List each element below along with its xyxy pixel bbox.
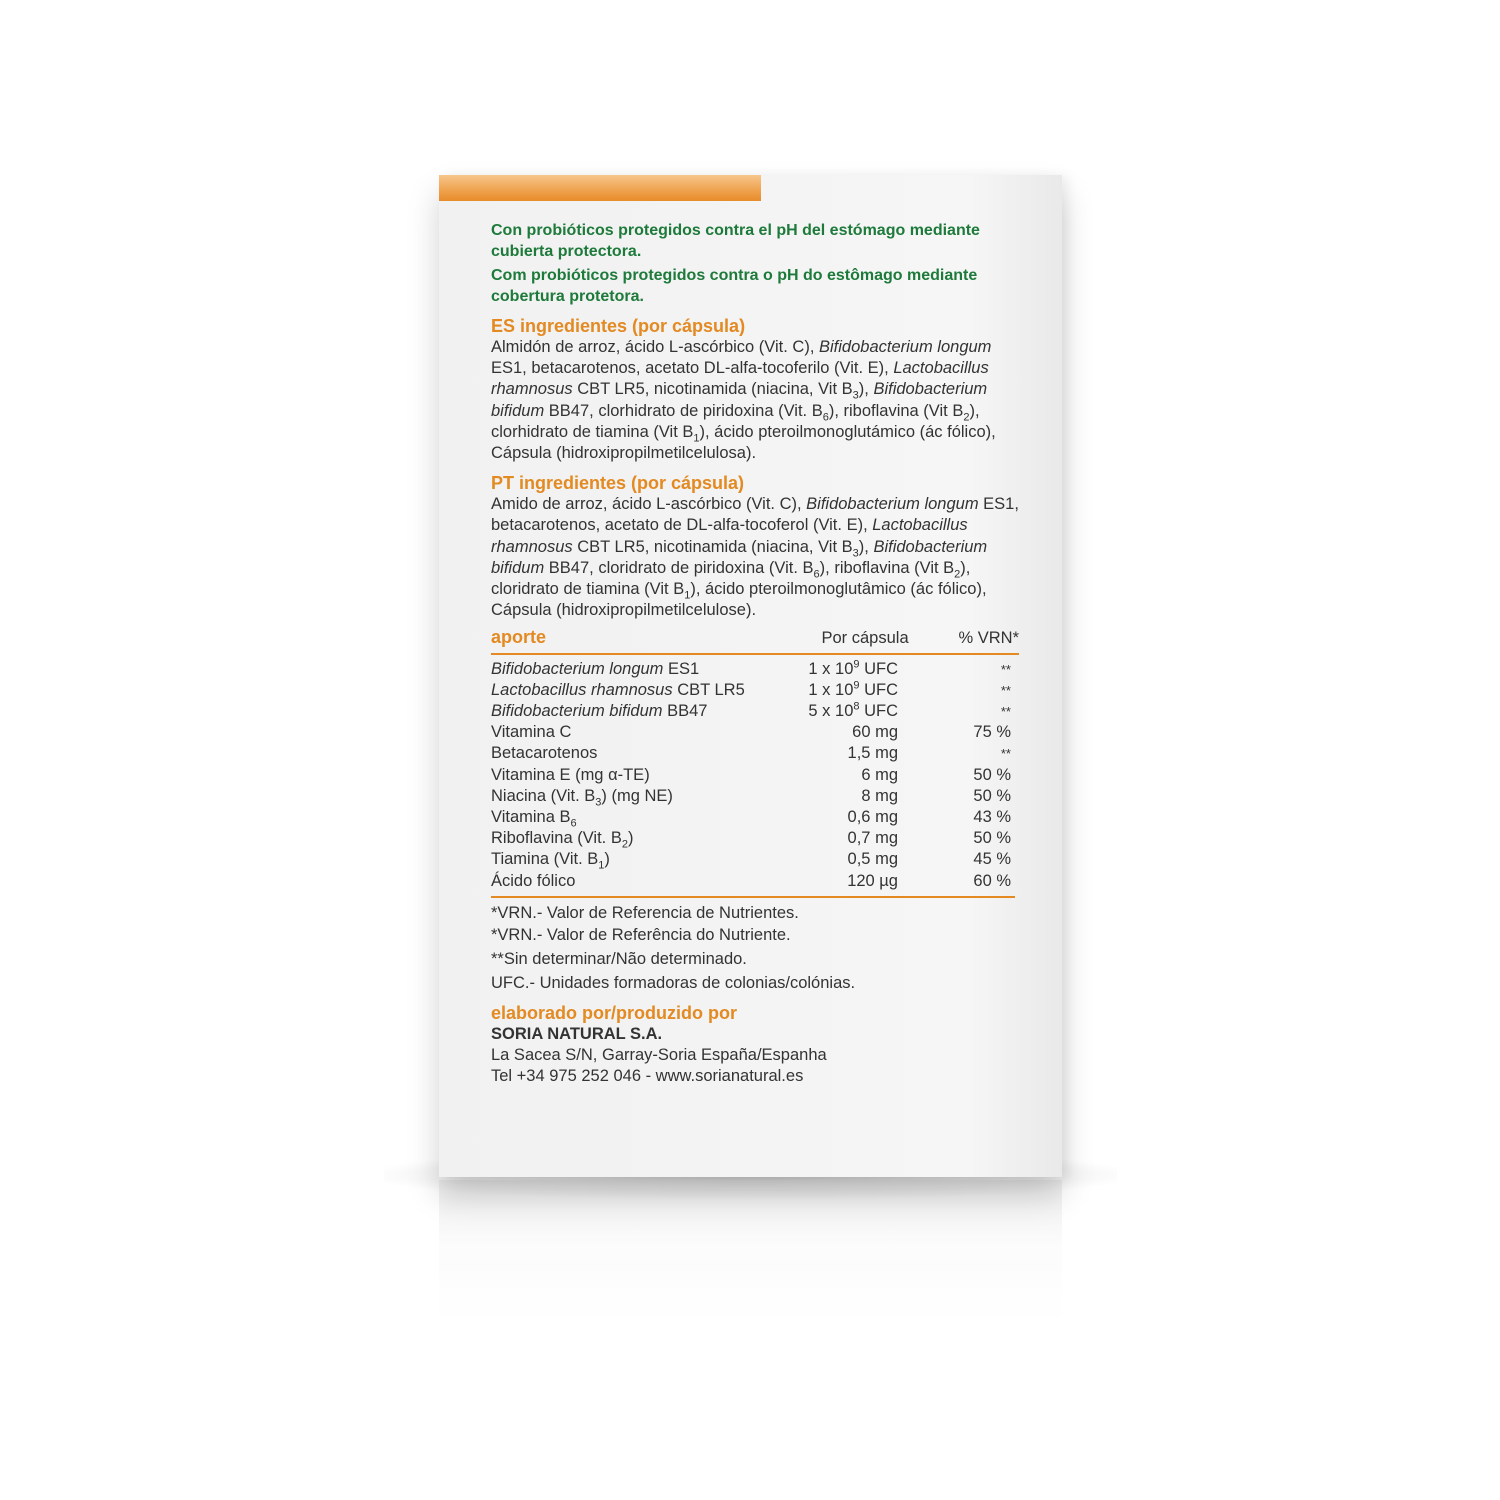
nutrition-table [491,627,1019,897]
table-row [491,701,1015,722]
nutrient-amount: 120 µg [847,871,898,890]
nutrient-vrn: 50 % [973,786,1011,805]
label-content [491,220,1021,1087]
manufacturer-heading: elaborado por/produzido por [491,1002,737,1023]
ingredients-pt-heading: PT ingredientes (por cápsula) [491,473,745,494]
nutrient-vrn: 50 % [973,765,1011,784]
nutrient-name: Bifidobacterium bifidum BB47 [491,702,708,721]
nutrient-name: Ácido fólico [491,871,576,890]
nutrient-amount: 1 x $10^9$ UFC [808,679,898,699]
claim-es: Con probióticos protegidos contra el pH del estómago mediante cubierta protectora. [491,222,980,260]
nutrition-table-rows [491,655,1015,898]
ingredients-es-text: Almidón de arroz, ácido L-ascórbico (Vit. C), Bifidobacterium longum ES1, betacarotenos, acetato DL-alfa-tocoferilo (Vit. E), Lactobacillus rhamnosus CBT LR5, nicotinamida (niacina, Vit $B_3$), Bifidobacterium bifidum BB47, clorhidrato de piridoxina (Vit. $B_6$), riboflavina (Vit $B_2$), clorhidrato de tiamina (Vit $B_1$), ácido pteroilmonoglutámico (ác fólico), Cápsula (hidroxipropilmetilcelulosa). [491,338,996,463]
nutrient-vrn: 60 % [973,871,1011,890]
nutrient-name: Vitamina $B_6$ [491,808,577,830]
nutrient-name: Vitamina E (mg α-TE) [491,765,650,784]
nutrient-name: Bifidobacterium longum ES1 [491,659,700,678]
ingredients-pt-text: Amido de arroz, ácido L-ascórbico (Vit. C), Bifidobacterium longum ES1, betacarotenos, acetato de DL-alfa-tocoferol (Vit. E), Lactobacillus rhamnosus CBT LR5, nicotinamida (niacina, Vit $B_3$), Bifidobacterium bifidum BB47, cloridrato de piridoxina (Vit. $B_6$), riboflavina (Vit $B_2$), cloridrato de tiamina (Vit $B_1$), ácido pteroilmonoglutâmico (ác fólico), Cápsula (hidroxipropilmetilcelulose). [491,495,1019,620]
table-row [491,743,1015,764]
nutrient-amount: 0,6 mg [847,808,898,827]
nutrient-name: Riboflavina (Vit. $B_2$) [491,829,634,851]
ingredients-es-heading: ES ingredientes (por cápsula) [491,316,746,336]
table-row [491,828,1015,849]
nutrient-amount: 1,5 mg [847,744,898,763]
nutrient-amount: 8 mg [861,786,898,805]
manufacturer-contact: Tel +34 975 252 046 - www.sorianatural.es [491,1067,804,1086]
nutrient-amount: 0,7 mg [847,829,898,848]
table-row [491,722,1015,743]
nutrition-table-header [491,627,1019,654]
product-box-back [439,175,1062,1177]
footnotes [491,902,1021,994]
table-row [491,659,1015,680]
table-row [491,849,1015,870]
footnote-vrn-pt: *VRN.- Valor de Referência do Nutriente. [491,925,791,944]
nutrient-vrn: 50 % [973,829,1011,848]
nutrient-name: Niacina (Vit. $B_3$) (mg NE) [491,786,673,809]
nutrient-vrn: ** [1000,704,1011,720]
nutrient-name: Lactobacillus rhamnosus CBT LR5 [491,680,745,699]
nutrient-amount: 1 x $10^9$ UFC [808,658,898,678]
table-header-label: aporte [491,627,547,648]
nutrient-name: Betacarotenos [491,744,598,763]
footnote-ufc: UFC.- Unidades formadoras de colonias/colónias. [491,973,856,992]
table-header-vrn: % VRN* [958,629,1019,648]
footnote-vrn-es: *VRN.- Valor de Referencia de Nutrientes. [491,903,799,922]
claim-pt: Com probióticos protegidos contra o pH do estômago mediante cobertura protetora. [491,267,978,305]
nutrient-vrn: 45 % [973,850,1011,869]
nutrient-name: Tiamina (Vit. $B_1$) [491,850,610,872]
nutrient-amount: 6 mg [861,765,898,784]
table-row [491,680,1015,701]
nutrient-vrn: ** [1000,746,1011,762]
nutrient-name: Vitamina C [491,723,572,742]
nutrient-vrn: 75 % [973,723,1011,742]
table-row [491,786,1015,807]
table-header-per-capsule: Por cápsula [821,629,909,648]
box-reflection [439,1180,1062,1325]
nutrient-vrn: ** [1000,682,1011,698]
manufacturer-address: La Sacea S/N, Garray-Soria España/Espanha [491,1046,827,1065]
nutrient-vrn: ** [1000,661,1011,677]
nutrient-vrn: 43 % [973,808,1011,827]
nutrient-amount: 0,5 mg [847,850,898,869]
nutrient-amount: 60 mg [852,723,898,742]
nutrient-amount: 5 x $10^8$ UFC [808,700,898,721]
footnote-undetermined: **Sin determinar/Não determinado. [491,949,747,968]
table-row [491,807,1015,828]
table-row [491,765,1015,786]
table-row [491,871,1015,892]
manufacturer-name: SORIA NATURAL S.A. [491,1024,663,1043]
orange-accent-bar [439,175,761,201]
